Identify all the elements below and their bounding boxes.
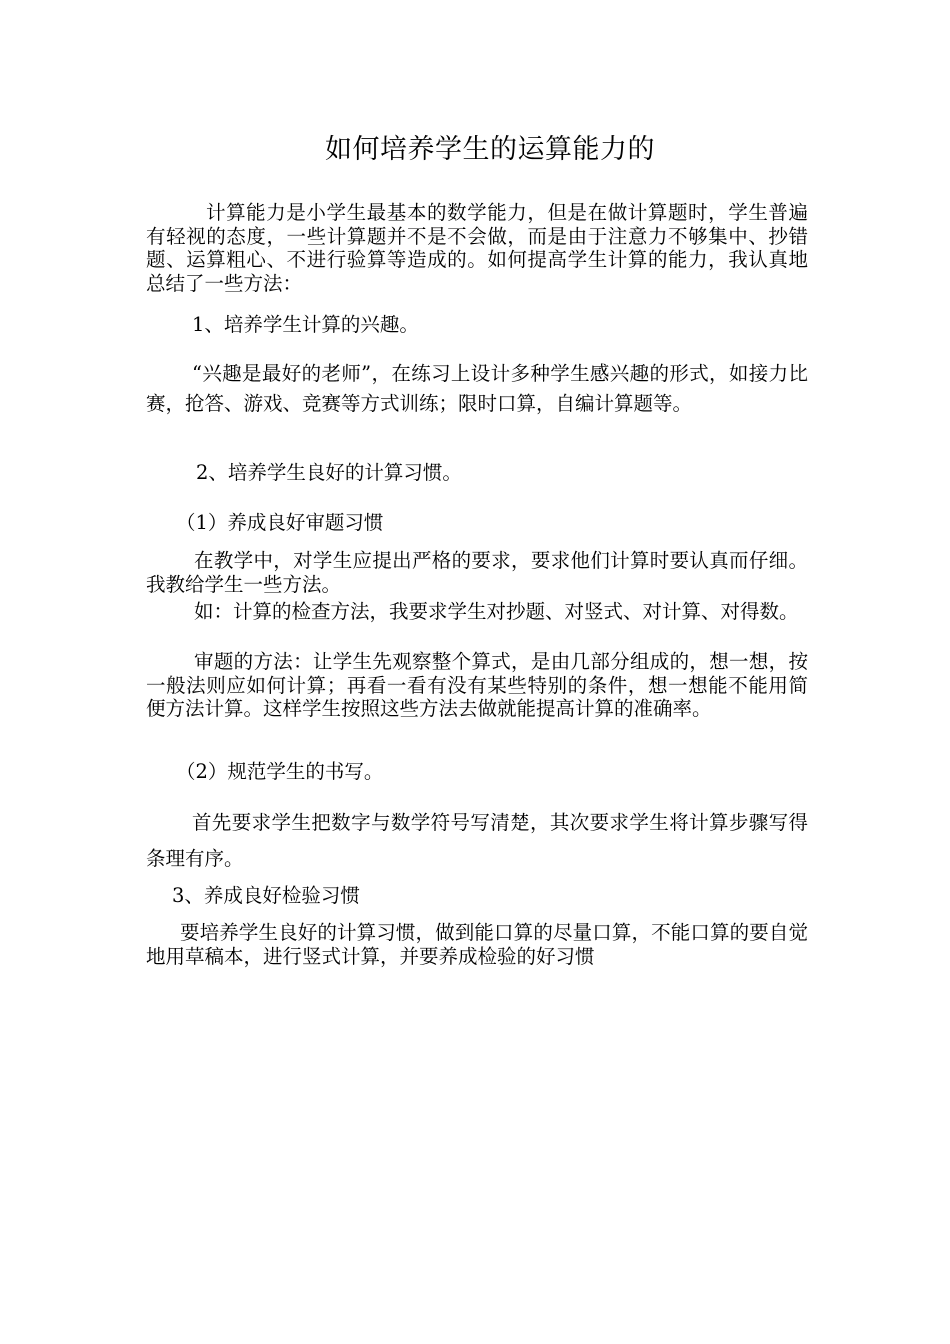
sub1-paragraph-2: 如：计算的检查方法，我要求学生对抄题、对竖式、对计算、对得数。	[194, 600, 799, 623]
sub1-paragraph-3: 审题的方法：让学生先观察整个算式，是由几部分组成的，想一想，按一般法则应如何计算；再看一看有没有某些特别的条件，想一想能不能用简便方法计算。这样学生按照这些方法去做就能提高计算的准确率。	[146, 650, 808, 720]
section2-heading: 2、培养学生良好的计算习惯。	[196, 461, 462, 484]
section3-body: 要培养学生良好的计算习惯，做到能口算的尽量口算，不能口算的要自觉地用草稿本，进行竖式计算，并要养成检验的好习惯	[146, 921, 808, 968]
sub2-body: 首先要求学生把数字与数学符号写清楚，其次要求学生将计算步骤写得条理有序。	[146, 811, 808, 870]
sub1-heading: （1）养成良好审题习惯	[176, 511, 384, 534]
section3-heading: 3、养成良好检验习惯	[172, 884, 360, 907]
sub2-heading: （2）规范学生的书写。	[176, 760, 384, 783]
document-title: 如何培养学生的运算能力的	[325, 134, 655, 165]
section1-body: “兴趣是最好的老师”，在练习上设计多种学生感兴趣的形式，如接力比赛，抢答、游戏、竞赛等方式训练；限时口算，自编计算题等。	[146, 362, 808, 415]
section1-heading: 1、培养学生计算的兴趣。	[192, 313, 419, 336]
intro-paragraph: 计算能力是小学生最基本的数学能力，但是在做计算题时，学生普遍有轻视的态度，一些计算题并不是不会做，而是由于注意力不够集中、抄错题、运算粗心、不进行验算等造成的。如何提高学生计算的能力，我认真地总结了一些方法：	[146, 201, 808, 295]
sub1-paragraph-1: 在教学中，对学生应提出严格的要求，要求他们计算时要认真而仔细。我教给学生一些方法。	[146, 549, 808, 596]
